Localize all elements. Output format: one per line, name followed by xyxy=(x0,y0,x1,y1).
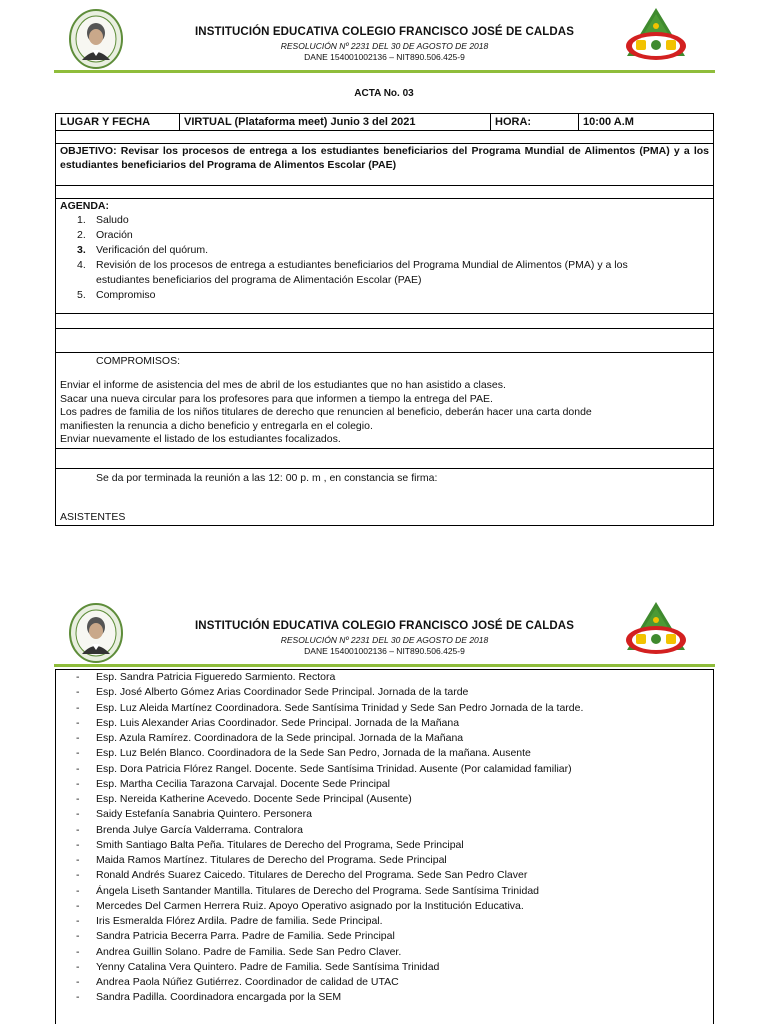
commitment-line: Enviar el informe de asistencia del mes de abril de los estudiantes que no han asistido a clases. xyxy=(60,379,506,391)
spacer-row xyxy=(56,186,713,199)
agenda-item: 3. Verificación del quórum. xyxy=(77,244,209,256)
attendee-item: - Andrea Paola Núñez Gutiérrez. Coordinador de calidad de UTAC xyxy=(76,976,399,988)
school-crest-logo xyxy=(623,600,689,664)
institution-title: INSTITUCIÓN EDUCATIVA COLEGIO FRANCISCO JOSÉ DE CALDAS xyxy=(195,26,574,38)
acta-table xyxy=(55,113,714,526)
place-date-label: LUGAR Y FECHA xyxy=(56,114,180,130)
objective-row xyxy=(56,144,713,186)
dane-nit-text: DANE 154001002136 – NIT890.506.425-9 xyxy=(304,52,465,62)
time-value: 10:00 A.M xyxy=(583,116,634,128)
agenda-row xyxy=(56,199,713,314)
commitment-line: Enviar nuevamente el listado de los estudiantes focalizados. xyxy=(60,433,341,445)
header-rule xyxy=(54,70,715,73)
attendee-item: - Ronald Andrés Suarez Caicedo. Titulares de Derecho del Programa. Sede San Pedro Claver xyxy=(76,869,528,882)
place-date-value: VIRTUAL (Plataforma meet) Junio 3 del 2021 xyxy=(180,114,491,130)
attendee-item: - Saidy Estefanía Sanabria Quintero. Personera xyxy=(76,808,312,821)
attendee-item: - Esp. Sandra Patricia Figueredo Sarmiento. Rectora xyxy=(76,671,336,683)
attendee-item: - Esp. Luz Aleida Martínez Coordinadora. Sede Santísima Trinidad y Sede San Pedro Jornada de la tarde. xyxy=(76,701,584,714)
attendee-item: - Brenda Julye García Valderrama. Contralora xyxy=(76,823,303,836)
school-seal-logo xyxy=(68,602,124,664)
attendee-item: - Andrea Guillin Solano. Padre de Familia. Sede San Pedro Claver. xyxy=(76,945,402,958)
agenda-item: 1. Saludo xyxy=(77,214,129,226)
agenda-list xyxy=(56,213,713,303)
spacer-row xyxy=(56,449,713,469)
school-seal-logo xyxy=(68,8,124,70)
agenda-heading: AGENDA: xyxy=(60,200,109,212)
attendee-item: - Smith Santiago Balta Peña. Titulares de Derecho del Programa, Sede Principal xyxy=(76,838,464,851)
attendee-item: - Ángela Liseth Santander Mantilla. Titulares de Derecho del Programa. Sede Santísima Trinidad xyxy=(76,884,539,897)
objective-text: OBJETIVO: Revisar los procesos de entrega a los estudiantes beneficiarios del Programa Mundial de Alimentos (PMA) y a los estudiantes beneficiarios del Programa de Alimentos Escolar (PAE) xyxy=(60,145,709,171)
attendee-item: - Esp. Luz Belén Blanco. Coordinadora de la Sede San Pedro, Jornada de la mañana. Ausente xyxy=(76,747,531,760)
attendee-item: - Esp. Luis Alexander Arias Coordinador. Sede Principal. Jornada de la Mañana xyxy=(76,716,460,729)
agenda-item: 5. Compromiso xyxy=(77,289,156,301)
acta-number: ACTA No. 03 xyxy=(354,88,414,99)
closing-text: Se da por terminada la reunión a las 12: 00 p. m , en constancia se firma: xyxy=(96,472,438,484)
commitments-heading: COMPROMISOS: xyxy=(96,355,181,367)
attendee-item: - Esp. Nereida Katherine Acevedo. Docente Sede Principal (Ausente) xyxy=(76,793,412,805)
attendee-item: - Mercedes Del Carmen Herrera Ruiz. Apoyo Operativo asignado por la Institución Educativa. xyxy=(76,899,524,912)
attendee-item: - Esp. Dora Patricia Flórez Rangel. Docente. Sede Santísima Trinidad. Ausente (Por calamidad familiar) xyxy=(76,762,572,775)
school-crest-logo xyxy=(623,6,689,70)
attendee-item: - Esp. José Alberto Gómez Arias Coordinador Sede Principal. Jornada de la tarde xyxy=(76,686,469,699)
institution-title: INSTITUCIÓN EDUCATIVA COLEGIO FRANCISCO JOSÉ DE CALDAS xyxy=(195,620,574,632)
commitment-line: manifiesten la renuncia a dicho beneficio y entregarla en el colegio. xyxy=(60,419,373,432)
closing-row xyxy=(56,469,713,527)
commitments-list xyxy=(56,368,713,447)
spacer-row xyxy=(56,314,713,329)
page-header xyxy=(54,6,715,80)
attendee-item: - Sandra Padilla. Coordinadora encargada por la SEM xyxy=(76,991,342,1004)
attendees-table xyxy=(55,669,714,1024)
attendees-list xyxy=(56,670,713,1006)
time-label: HORA: xyxy=(491,114,579,130)
dane-nit-text: DANE 154001002136 – NIT890.506.425-9 xyxy=(304,646,465,656)
attendee-item: - Esp. Azula Ramírez. Coordinadora de la Sede principal. Jornada de la Mañana xyxy=(76,732,464,744)
attendee-item: - Esp. Martha Cecilia Tarazona Carvajal. Docente Sede Principal xyxy=(76,777,390,790)
resolution-text: RESOLUCIÓN Nº 2231 DEL 30 DE AGOSTO DE 2018 xyxy=(280,635,489,645)
agenda-item: 2. Oración xyxy=(77,229,133,241)
attendee-item: - Maida Ramos Martínez. Titulares de Derecho del Programa. Sede Principal xyxy=(76,854,447,866)
resolution-text: RESOLUCIÓN Nº 2231 DEL 30 DE AGOSTO DE 2018 xyxy=(280,41,489,51)
attendees-heading: ASISTENTES xyxy=(60,511,126,523)
place-date-row xyxy=(56,114,713,131)
agenda-item: 4. Revisión de los procesos de entrega a estudiantes beneficiarios del Programa Mundial de Alimentos (PMA) y a los xyxy=(77,259,628,271)
commitment-line: Los padres de familia de los niños titulares de derecho que renuncien al beneficio, deberán hacer una carta donde xyxy=(60,406,592,418)
attendee-item: - Sandra Patricia Becerra Parra. Padre de Familia. Sede Principal xyxy=(76,930,395,943)
attendee-item: - Yenny Catalina Vera Quintero. Padre de Familia. Sede Santísima Trinidad xyxy=(76,960,440,973)
spacer-row xyxy=(56,131,713,144)
page-header xyxy=(54,600,715,674)
agenda-item: estudiantes beneficiarios del programa de Alimentación Escolar (PAE) xyxy=(96,274,422,286)
spacer-row xyxy=(56,329,713,353)
commitment-line: Sacar una nueva circular para los profesores para que informen a tiempo la entrega del PAE. xyxy=(60,392,493,405)
commitments-row xyxy=(56,353,713,449)
header-rule xyxy=(54,664,715,667)
attendee-item: - Iris Esmeralda Flórez Ardila. Padre de familia. Sede Principal. xyxy=(76,915,383,927)
